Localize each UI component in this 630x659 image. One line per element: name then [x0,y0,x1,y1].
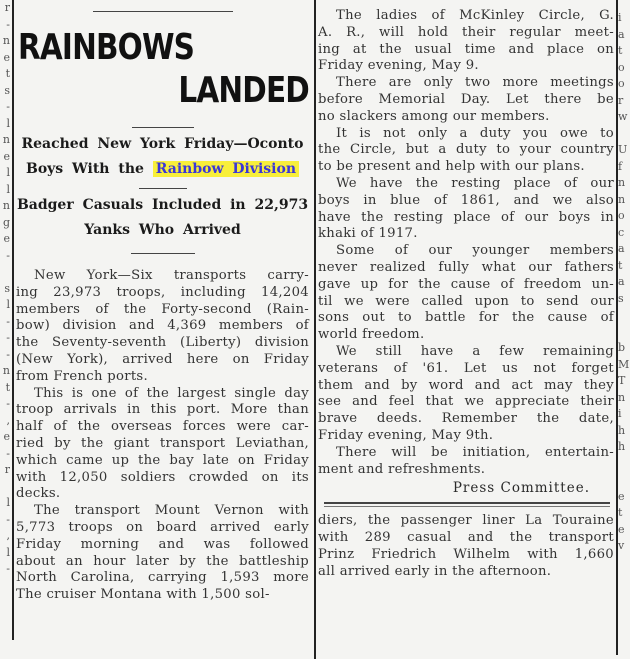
text-line: ing 23,973 troops, including 14,204 [16,284,309,300]
text-line: The transport Mount Vernon with [34,503,309,519]
deck-1-line-2 [16,157,309,182]
column-rule-left [12,0,14,640]
text-line: diers, the passenger liner La Touraine [318,513,614,529]
margin-fragment: n [618,390,626,404]
margin-fragment: t [5,380,10,394]
text-line: til we were called upon to send our [318,293,614,309]
paragraph [16,503,309,604]
margin-fragment: n [618,192,626,206]
text-line: We still have a few remaining [336,343,614,359]
deck-1 [16,132,309,182]
margin-fragment: - [6,331,10,344]
text-line: The cruiser Montana with 1,500 sol- [16,587,270,603]
margin-fragment: o [618,60,625,74]
divider [139,188,187,189]
paragraph [318,176,614,243]
text-line: gave up for the cause of freedom un- [318,276,614,292]
margin-fragment: a [618,242,625,255]
margin-fragment: b [618,341,626,354]
text-line: members of the Forty-second (Rain- [16,301,309,317]
margin-fragment: i [618,11,622,24]
text-line: the Seventy-seventh (Liberty) division [16,335,309,351]
margin-fragment: r [618,93,624,107]
margin-fragment: e [3,430,10,443]
text-line: the Circle, but a duty to your country [318,142,614,158]
paragraph [318,445,614,479]
text-line: never realized fully what our fathers [318,259,614,275]
paragraph [318,75,614,125]
margin-fragment: M [618,357,630,371]
margin-fragment: n [2,364,10,377]
margin-fragment: - [6,512,10,526]
text-line: them and by word and act may they [318,377,614,393]
text-line: see and feel that we appreciate their [318,394,614,410]
margin-fragment [0,479,10,496]
paragraph [318,243,614,344]
section-divider [324,502,610,507]
margin-fragment: - [6,347,10,361]
text-line: There are only two more meetings [336,75,614,91]
paragraph [16,386,309,504]
notice-column [318,0,614,659]
margin-fragment: a [618,27,625,41]
text-line: brave deeds. Remember the date, [318,411,614,427]
text-line: Some of our younger members [336,243,614,259]
margin-fragment: n [2,133,10,146]
text-line: with 289 casual and the transport [318,530,614,546]
text-line: It is not only a duty you owe to [336,125,614,141]
article-continuation [318,513,614,580]
text-line: half of the overseas forces were car- [16,419,309,435]
margin-fragment: o [618,209,625,222]
margin-fragment [0,578,10,595]
margin-fragment [618,472,630,489]
text-line: bow) division and 4,369 members of [16,318,309,334]
margin-fragment: - [6,314,10,328]
margin-fragment: l [6,545,10,559]
margin-fragment: n [2,34,10,47]
signature: Press Committee. [452,480,590,497]
text-line: ried by the giant transport Leviathan, [16,435,309,451]
margin-fragment: t [5,67,10,80]
text-line: which came up the bay late on Friday [16,452,309,468]
text-line: New York—Six transports carry- [34,268,309,283]
margin-fragment [618,324,630,341]
margin-fragment: , [6,413,10,427]
text-line: no slackers among our members. [318,108,550,124]
article-column [16,0,309,659]
margin-fragment: t [618,506,623,519]
margin-fragment: , [6,529,10,542]
paragraph [318,126,614,176]
text-line: all arrived early in the afternoon. [318,563,552,579]
deck-1-line-1: Reached New York Friday—Oconto [21,136,304,152]
margin-fragment: r [4,1,10,14]
margin-fragment: - [6,248,10,262]
margin-fragment: e [618,489,625,503]
article-body [16,268,309,604]
text-line: North Carolina, carrying 1,593 more [16,570,309,586]
margin-fragment: i [618,407,622,420]
text-line: ment and refreshments. [318,461,486,477]
text-line: boys in blue of 1861, and we also [318,192,614,208]
divider [93,11,233,12]
margin-fragment: s [4,83,10,97]
text-line: Friday evening, May 9. [318,58,479,74]
text-line: 5,773 troops on board arrived early [16,519,309,535]
deck-2 [16,193,309,243]
margin-fragment: c [618,225,625,239]
margin-fragment [618,307,630,324]
margin-fragment: T [618,374,626,387]
paragraph [318,8,614,75]
margin-fragment: - [6,446,10,460]
margin-fragment: - [6,397,10,410]
text-line: (New York), arrived here on Friday [16,351,309,367]
margin-fragment: e [3,232,10,245]
text-line: This is one of the largest single day [34,385,309,401]
margin-fragment: l [6,166,10,179]
divider [132,127,194,128]
margin-fragment: h [618,423,626,437]
text-line: ing at the usual time and place on [318,41,614,57]
margin-fragment: l [6,116,10,130]
text-line: with 12,050 soldiers crowded on its [16,469,309,485]
text-line: The ladies of McKinley Circle, G. [336,8,614,23]
divider [131,253,195,254]
text-line: sons out to battle for the cause of [318,310,614,326]
text-line: Friday morning and was followed [16,536,309,552]
margin-fragment: - [6,17,10,31]
text-line: world freedom. [318,327,425,343]
text-line: about an hour later by the battleship [16,553,309,569]
margin-fragment: t [618,44,623,57]
margin-fragment: t [618,258,623,272]
text-line: veterans of '61. Let us not forget [318,360,614,376]
text-line: decks. [16,486,61,502]
deck-2-line-2: Yanks Who Arrived [84,222,241,238]
text-line: from French ports. [16,368,148,384]
notice-body [318,8,614,478]
headline-line-2: LANDED [178,70,309,111]
margin-fragment: l [6,496,10,509]
margin-fragment: e [3,50,10,64]
margin-fragment: l [6,182,10,196]
deck-2-line-1: Badger Casuals Included in 22,973 [16,197,309,213]
text-line: Prinz Friedrich Wilhelm with 1,660 [318,546,614,562]
headline-line-1: RAINBOWS [18,27,195,68]
column-rule-center [314,0,316,659]
margin-fragment: g [2,215,10,229]
margin-fragment: l [6,298,10,311]
margin-fragment: r [4,463,10,476]
left-margin-text-fragments [0,0,10,659]
margin-fragment [618,456,630,473]
text-line: khaki of 1917. [318,226,418,242]
right-margin-text-fragments [618,10,630,650]
margin-fragment: w [618,110,628,123]
margin-fragment: e [618,522,625,536]
margin-fragment [0,264,10,281]
margin-fragment: - [6,100,10,113]
margin-fragment: s [618,291,624,305]
margin-fragment: h [618,440,626,453]
text-line: We have the resting place of our [336,175,614,191]
margin-fragment: a [618,275,625,288]
margin-fragment: s [4,281,10,295]
margin-fragment: n [618,176,626,189]
text-line: have the resting place of our boys in [318,209,614,225]
text-line: There will be initiation, entertain- [336,444,614,460]
margin-fragment [618,126,630,143]
margin-fragment: v [618,539,625,552]
highlighted-search-term: Rainbow Division [153,161,299,177]
margin-fragment: U [618,143,628,156]
text-line: troop arrivals in this port. More than [16,402,309,418]
margin-fragment: o [618,77,625,90]
margin-fragment: e [3,149,10,163]
text-line: before Memorial Day. Let there be [318,91,614,107]
deck-1-line-2-prefix: Boys With the [25,161,144,177]
text-line: to be present and help with our plans. [318,159,585,175]
margin-fragment: - [6,562,10,575]
text-line: A. R., will hold their regular meet- [318,24,614,40]
paragraph [16,268,309,386]
margin-fragment [0,594,10,611]
text-line: Friday evening, May 9th. [318,427,494,443]
margin-fragment: n [2,199,10,212]
margin-fragment: f [618,159,623,173]
paragraph [318,344,614,445]
